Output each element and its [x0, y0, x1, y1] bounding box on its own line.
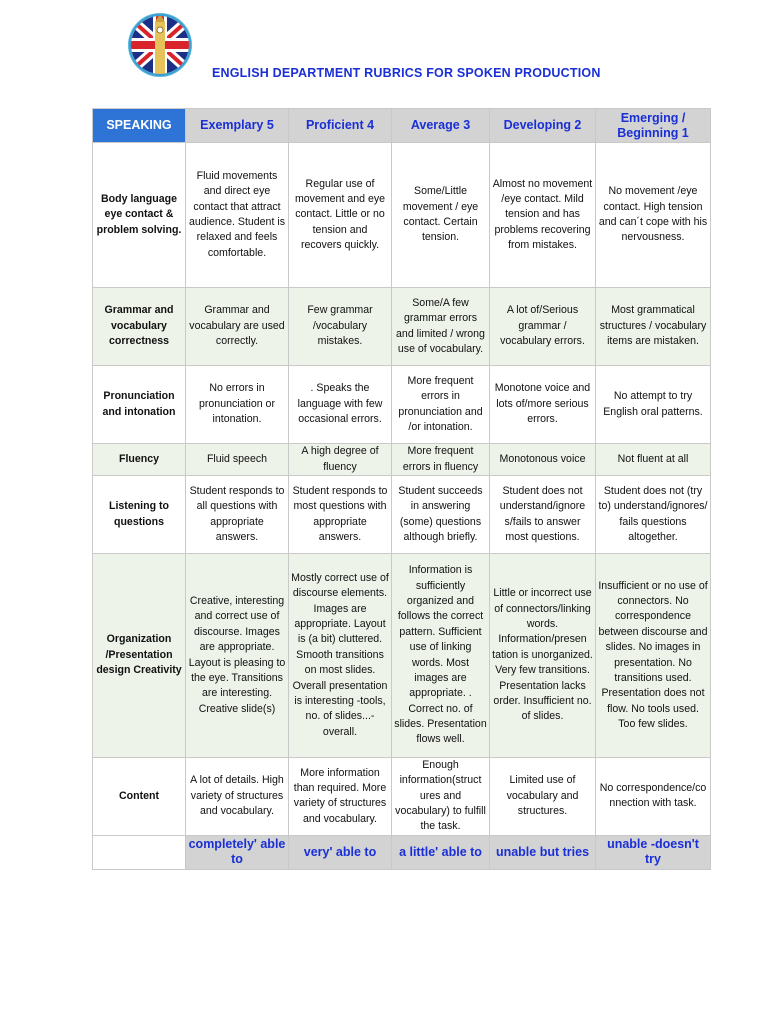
- table-row: [93, 476, 711, 554]
- rubric-cell: No attempt to try English oral patterns.: [596, 366, 711, 444]
- table-row: [93, 758, 711, 836]
- document-title: ENGLISH DEPARTMENT RUBRICS FOR SPOKEN PRODUCTION: [212, 66, 601, 80]
- rubric-cell: Few grammar /vocabulary mistakes.: [289, 288, 392, 366]
- ability-label: unable -doesn't try: [596, 835, 711, 869]
- level-header: Developing 2: [490, 109, 596, 143]
- rubric-cell: Most grammatical structures / vocabulary items are mistaken.: [596, 288, 711, 366]
- ability-label: very' able to: [289, 835, 392, 869]
- speaking-header: SPEAKING: [93, 109, 186, 143]
- rubric-cell: Regular use of movement and eye contact. Little or no tension and recovers quickly.: [289, 143, 392, 288]
- rubric-cell: Some/Little movement / eye contact. Certain tension.: [392, 143, 490, 288]
- criterion-cell: Fluency: [93, 444, 186, 476]
- ability-footer-row: [93, 835, 711, 869]
- rubric-cell: Student responds to all questions with appropriate answers.: [186, 476, 289, 554]
- rubric-cell: Fluid movements and direct eye contact that attract audience. Student is relaxed and feels comfortable.: [186, 143, 289, 288]
- footer-blank-cell: [93, 835, 186, 869]
- criterion-cell: Pronunciation and intonation: [93, 366, 186, 444]
- rubric-cell: Mostly correct use of discourse elements. Images are appropriate. Layout is (a bit) cluttered. Smooth transitions on most slides. Overall presentation is interesting -tools, no. of slides...- overall.: [289, 554, 392, 758]
- rubric-cell: A high degree of fluency: [289, 444, 392, 476]
- level-header: Emerging / Beginning 1: [596, 109, 711, 143]
- rubric-cell: More information than required. More variety of structures and vocabulary.: [289, 758, 392, 836]
- rubric-cell: No movement /eye contact. High tension and can´t cope with his nervousness.: [596, 143, 711, 288]
- rubric-cell: More frequent errors in pronunciation and /or intonation.: [392, 366, 490, 444]
- rubric-cell: Student does not (try to) understand/ignores/ fails questions altogether.: [596, 476, 711, 554]
- rubric-table: [92, 108, 711, 870]
- rubric-cell: Enough information(struct ures and vocabulary) to fulfill the task.: [392, 758, 490, 836]
- level-header: Average 3: [392, 109, 490, 143]
- ability-label: unable but tries: [490, 835, 596, 869]
- criterion-cell: Body language eye contact & problem solving.: [93, 143, 186, 288]
- ability-label: completely' able to: [186, 835, 289, 869]
- rubric-cell: No correspondence/co nnection with task.: [596, 758, 711, 836]
- criterion-cell: Organization /Presentation design Creativity: [93, 554, 186, 758]
- ability-label: a little' able to: [392, 835, 490, 869]
- rubric-cell: Monotone voice and lots of/more serious errors.: [490, 366, 596, 444]
- union-jack-logo: [123, 12, 197, 78]
- table-row: [93, 444, 711, 476]
- level-header: Proficient 4: [289, 109, 392, 143]
- rubric-cell: Student responds to most questions with appropriate answers.: [289, 476, 392, 554]
- rubric-cell: Insufficient or no use of connectors. No correspondence between discourse and slides. No images in presentation. No transitions used. Presentation does not flow. No tools used. Too few slides.: [596, 554, 711, 758]
- table-row: [93, 143, 711, 288]
- rubric-cell: . Speaks the language with few occasional errors.: [289, 366, 392, 444]
- level-header: Exemplary 5: [186, 109, 289, 143]
- rubric-cell: No errors in pronunciation or intonation.: [186, 366, 289, 444]
- header-row: [93, 109, 711, 143]
- rubric-cell: Fluid speech: [186, 444, 289, 476]
- rubric-cell: Monotonous voice: [490, 444, 596, 476]
- table-row: [93, 366, 711, 444]
- table-row: [93, 288, 711, 366]
- rubric-cell: Little or incorrect use of connectors/linking words. Information/presen tation is unorganized. Very few transitions. Presentation lacks order. Insufficient no. of slides.: [490, 554, 596, 758]
- rubric-cell: Creative, interesting and correct use of discourse. Images are appropriate. Layout is pleasing to the eye. Transitions are interesting. Creative slide(s): [186, 554, 289, 758]
- criterion-cell: Grammar and vocabulary correctness: [93, 288, 186, 366]
- rubric-cell: Grammar and vocabulary are used correctly.: [186, 288, 289, 366]
- criterion-cell: Listening to questions: [93, 476, 186, 554]
- rubric-cell: Almost no movement /eye contact. Mild tension and has problems recovering from mistakes.: [490, 143, 596, 288]
- rubric-cell: Not fluent at all: [596, 444, 711, 476]
- criterion-cell: Content: [93, 758, 186, 836]
- rubric-cell: Student succeeds in answering (some) questions although briefly.: [392, 476, 490, 554]
- rubric-cell: More frequent errors in fluency: [392, 444, 490, 476]
- table-row: [93, 554, 711, 758]
- rubric-cell: Some/A few grammar errors and limited / wrong use of vocabulary.: [392, 288, 490, 366]
- rubric-cell: A lot of details. High variety of structures and vocabulary.: [186, 758, 289, 836]
- rubric-cell: Student does not understand/ignore s/fails to answer most questions.: [490, 476, 596, 554]
- rubric-cell: Limited use of vocabulary and structures.: [490, 758, 596, 836]
- rubric-cell: A lot of/Serious grammar / vocabulary errors.: [490, 288, 596, 366]
- rubric-cell: Information is sufficiently organized and follows the correct pattern. Sufficient use of linking words. Most images are appropriate. . Correct no. of slides. Presentation flows well.: [392, 554, 490, 758]
